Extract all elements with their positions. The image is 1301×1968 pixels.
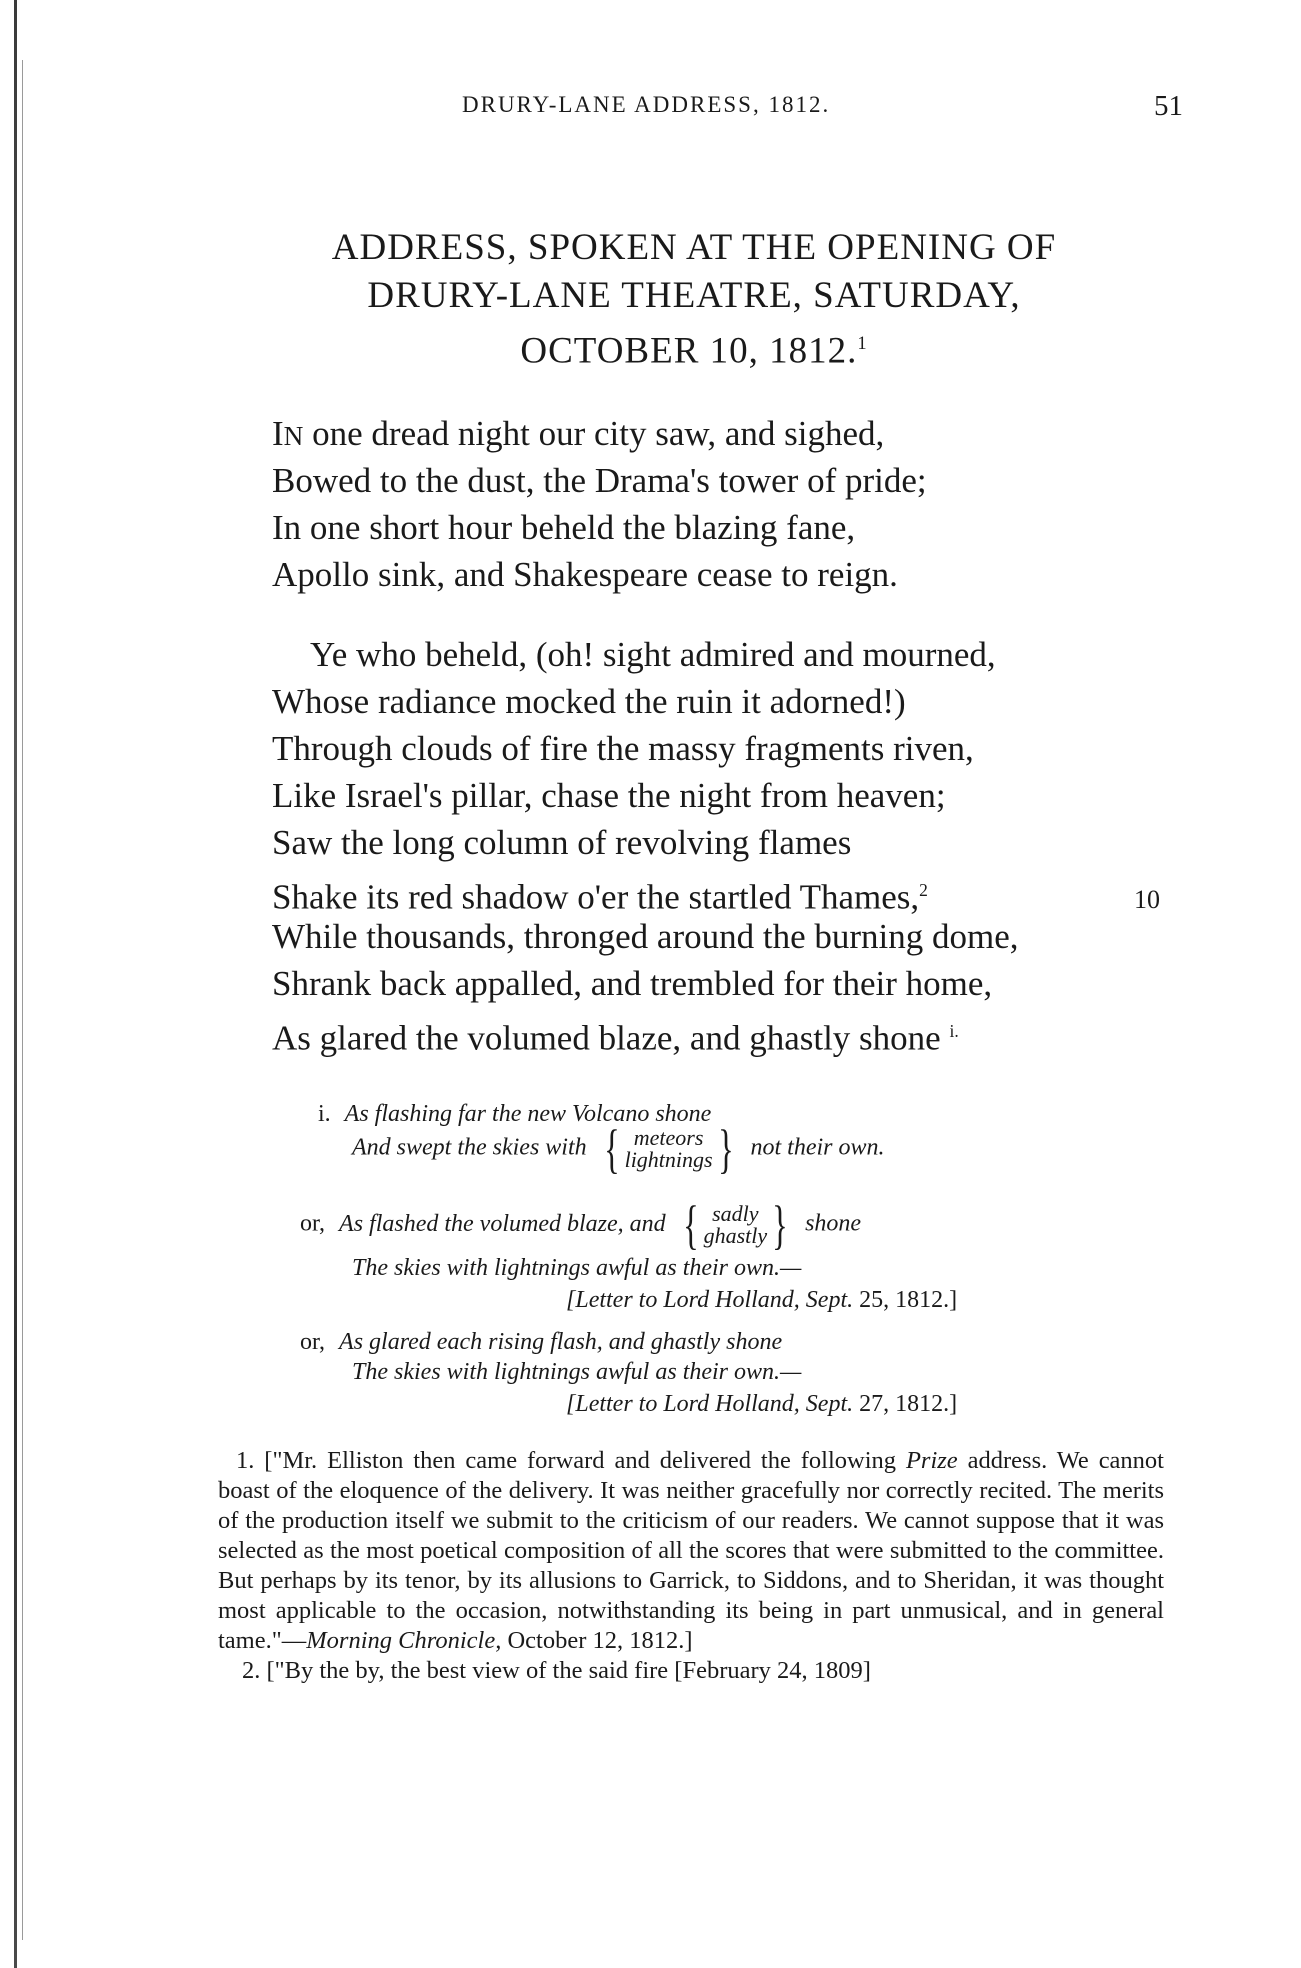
right-brace: }: [717, 1119, 734, 1179]
drop-caps-word: IN: [272, 414, 304, 453]
title-line-3: [220, 320, 1168, 375]
title-line-2: DRURY-LANE THEATRE, SATURDAY,: [367, 275, 1021, 316]
variant-3-line-1-text: As glared each rising flash, and ghastly shone: [339, 1329, 783, 1355]
poem-line-1: [272, 412, 884, 458]
footnote-1: [218, 1446, 1164, 1656]
title-footnote-ref: 1: [857, 334, 868, 354]
binding-shadow: [22, 60, 23, 1940]
poem-line-6: Whose radiance mocked the ruin it adorned!): [272, 682, 906, 721]
variant-2-source-text: [Letter to Lord Holland, Sept.: [566, 1287, 854, 1313]
poem-line-5: Ye who beheld, (oh! sight admired and mourned,: [310, 635, 996, 674]
variant-1-text: As flashing far the new Volcano shone: [344, 1101, 712, 1127]
footnotes: [218, 1446, 1164, 1686]
variant-2-source: [566, 1284, 957, 1316]
poem-line-12: Shrank back appalled, and trembled for their home,: [272, 964, 993, 1003]
binding-edge: [14, 0, 17, 1968]
poem-line-2: Bowed to the dust, the Drama's tower of pride;: [272, 461, 927, 500]
variant-1-label: i.: [318, 1101, 331, 1127]
variant-1-line-2-pre: And swept the skies with: [352, 1134, 587, 1161]
alt-ghastly: ghastly: [703, 1223, 768, 1248]
footnote-1-body: address. We cannot boast of the eloquence of the delivery. It was neither gracefully nor correctly recited. The merits of the production itself we submit to the criticism of our readers. We cannot suppose that it was selected as the most poetical composition of all the scores that were submitted to the committee. But perhaps by its tenor, by its allusions to Garrick, to Siddons, and to Sheridan, it was thought most applicable to the occasion, notwithstanding its being in part unmusical, and in general tame."—: [218, 1447, 1164, 1654]
poem-line-1-rest: one dread night our city saw, and sighed,: [303, 414, 885, 453]
poem-title: [220, 224, 1168, 375]
title-line-3-text: OCTOBER 10, 1812.: [520, 330, 858, 372]
poem-line-4: Apollo sink, and Shakespeare cease to reign.: [272, 555, 898, 594]
variant-3-label: or,: [300, 1329, 326, 1355]
variant-2-line-1-post: shone: [805, 1210, 862, 1237]
variant-3-source-text: [Letter to Lord Holland, Sept.: [566, 1391, 854, 1417]
variant-3-source: [566, 1388, 957, 1420]
title-line-1: ADDRESS, SPOKEN AT THE OPENING OF: [331, 227, 1057, 268]
variant-1-line-2-post: not their own.: [750, 1134, 885, 1161]
variant-1-alternatives: [599, 1119, 739, 1179]
variant-3-line-2: [352, 1356, 801, 1388]
left-brace: {: [682, 1195, 699, 1255]
variant-2-line-2: [352, 1252, 801, 1284]
poem-line-9: Saw the long column of revolving flames: [272, 823, 852, 862]
running-head: DRURY-LANE ADDRESS, 1812.: [462, 92, 831, 117]
footnote-1-date: October 12, 1812.]: [507, 1627, 693, 1654]
poem-line-13: [272, 1009, 959, 1061]
variant-2-alternatives: [678, 1195, 793, 1255]
variant-3-line-2-text: The skies with lightnings awful as their own.—: [352, 1359, 802, 1385]
variant-2-line-2-text: The skies with lightnings awful as their own.—: [352, 1255, 802, 1281]
variant-3-source-date: 27, 1812.]: [859, 1391, 958, 1417]
poem-line-8: Like Israel's pillar, chase the night from heaven;: [272, 776, 946, 815]
poem-line-11: While thousands, thronged around the burning dome,: [272, 917, 1019, 956]
line-number-10: 10: [1134, 885, 1160, 914]
alt-lightnings: lightnings: [624, 1147, 713, 1172]
variant-2-source-date: 25, 1812.]: [859, 1287, 958, 1313]
footnote-2: 2. ["By the by, the best view of the said fire [February 24, 1809]: [242, 1657, 871, 1684]
alt-sadly: sadly: [712, 1201, 759, 1226]
variant-2-line-1-pre: As flashed the volumed blaze, and: [339, 1210, 666, 1237]
page-number: 51: [1154, 90, 1183, 122]
variant-3-line-1: [300, 1326, 782, 1358]
poem-line-10-text: Shake its red shadow o'er the startled Thames,: [272, 877, 920, 917]
variant-1-line-2: [352, 1119, 885, 1179]
footnote-1-prize: Prize: [905, 1447, 958, 1474]
variant-2-line-1: [300, 1195, 862, 1255]
variant-2-label: or,: [300, 1210, 326, 1237]
alt-meteors: meteors: [633, 1125, 704, 1150]
poem-line-3: In one short hour beheld the blazing fane,: [272, 508, 856, 547]
variant-ref-i: i.: [949, 1021, 959, 1041]
footnote-ref-2: 2: [919, 880, 928, 900]
right-brace: }: [772, 1195, 788, 1255]
footnote-1-source: Morning Chronicle,: [306, 1627, 502, 1654]
poem-line-13-text: As glared the volumed blaze, and ghastly shone: [272, 1018, 941, 1058]
poem-line-10: [272, 868, 928, 920]
footnote-1-start: 1. ["Mr. Elliston then came forward and delivered the following: [236, 1447, 897, 1474]
left-brace: {: [603, 1119, 620, 1179]
poem-line-7: Through clouds of fire the massy fragments riven,: [272, 729, 974, 768]
